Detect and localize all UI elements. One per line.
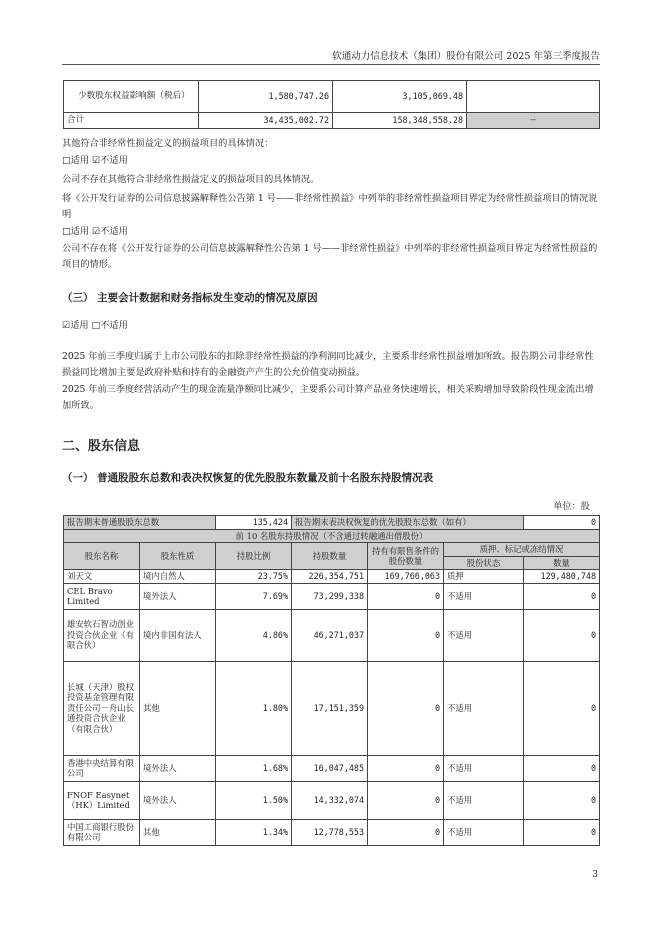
shareholders-table	[63, 515, 600, 846]
restricted-qty: 0	[368, 661, 444, 755]
column-header: 持股比例	[216, 543, 292, 570]
holding-qty: 16,047,485	[292, 755, 368, 781]
shareholder-name: 长城（天津）股权投资基金管理有限责任公司－舟山长通投资合伙企业（有限合伙）	[64, 661, 140, 755]
share-status: 不适用	[444, 755, 524, 781]
table-row	[64, 113, 600, 129]
cell-value	[467, 81, 600, 113]
holding-ratio: 1.80%	[216, 661, 292, 755]
shareholder-nature: 境内自然人	[140, 570, 216, 584]
holding-ratio: 1.34%	[216, 819, 292, 845]
holding-ratio: 1.50%	[216, 781, 292, 819]
share-status: 不适用	[444, 819, 524, 845]
unit-label: 单位：股	[553, 501, 590, 512]
paragraph: 其他符合非经常性损益定义的损益项目的具体情况：	[62, 138, 274, 149]
shareholder-nature: 境外法人	[140, 583, 216, 609]
pledge-count: 0	[524, 609, 600, 661]
applicability-check: ☑适用 □不适用	[62, 320, 128, 331]
shareholder-name: 中国工商银行股份有限公司	[64, 819, 140, 845]
pledge-count: 129,480,748	[524, 570, 600, 584]
pledge-count: 0	[524, 755, 600, 781]
paragraph: 公司不存在其他符合非经常性损益定义的损益项目的具体情况。	[62, 174, 320, 185]
restricted-qty: 0	[368, 609, 444, 661]
applicability-check: □适用 ☑不适用	[62, 155, 128, 166]
shareholder-name: CEL Bravo Limited	[64, 583, 140, 609]
restricted-qty: 169,766,063	[368, 570, 444, 584]
subsection-heading: （一） 普通股股东总数和表决权恢复的优先股股东数量及前十名股东持股情况表	[62, 472, 434, 484]
paragraph: 2025 年前三季度归属于上市公司股东的扣除非经常性损益的净利润同比减少，主要系非经常性损益增加所致。报告期公司非经常性损益同比增加主要是政府补贴和持有的金融资产产生的公允价值变动损益。	[62, 351, 594, 378]
shareholder-nature: 境内非国有法人	[140, 609, 216, 661]
table-row	[64, 609, 600, 661]
column-header: 持有有限售条件的股份数量	[368, 543, 444, 570]
holding-ratio: 7.69%	[216, 583, 292, 609]
paragraph: 公司不存在将《公开发行证券的公司信息披露解释性公告第 1 号——非经常性损益》中列举的非经常性损益项目界定为经常性损益的项目的情形。	[62, 243, 598, 270]
table-header-row	[64, 543, 600, 557]
row-label: 少数股东权益影响额（税后）	[64, 81, 199, 113]
table-row	[64, 755, 600, 781]
section-heading: （三） 主要会计数据和财务指标发生变动的情况及原因	[62, 292, 318, 304]
holding-qty: 46,271,037	[292, 609, 368, 661]
holding-qty: 17,151,359	[292, 661, 368, 755]
column-header: 持股数量	[292, 543, 368, 570]
pledge-count: 0	[524, 781, 600, 819]
holding-qty: 73,299,338	[292, 583, 368, 609]
pledge-count: 0	[524, 583, 600, 609]
paragraph: 将《公开发行证券的公司信息披露解释性公告第 1 号——非经常性损益》中列举的非经常性损益项目界定为经常性损益项目的情况说明	[62, 193, 598, 220]
share-status: 质押	[444, 570, 524, 584]
cell-value: --	[467, 113, 600, 129]
header-divider	[62, 64, 600, 65]
shareholder-nature: 其他	[140, 819, 216, 845]
shareholder-name: FNOF Easynet（HK）Limited	[64, 781, 140, 819]
section-title: 二、股东信息	[62, 439, 141, 454]
share-status: 不适用	[444, 661, 524, 755]
restricted-qty: 0	[368, 583, 444, 609]
share-status: 不适用	[444, 609, 524, 661]
shareholder-nature: 境外法人	[140, 755, 216, 781]
shareholder-name: 刘天文	[64, 570, 140, 584]
column-header: 股东性质	[140, 543, 216, 570]
holding-qty: 14,332,074	[292, 781, 368, 819]
column-header: 股份状态	[444, 556, 524, 570]
cell-value: 3,105,069.48	[333, 81, 467, 113]
cell-value: 135,424	[216, 516, 292, 530]
page-number: 3	[592, 870, 598, 880]
holding-qty: 226,354,751	[292, 570, 368, 584]
cell-label: 报告期末表决权恢复的优先股股东总数（如有）	[292, 516, 524, 530]
column-header: 质押、标记或冻结情况	[444, 543, 600, 557]
table-caption: 前 10 名股东持股情况（不含通过转融通出借股份）	[64, 529, 600, 543]
table-caption-row	[64, 529, 600, 543]
table-row	[64, 583, 600, 609]
table-row	[64, 781, 600, 819]
cell-value: 34,435,002.72	[199, 113, 333, 129]
paragraph: 2025 年前三季度经营活动产生的现金流量净额同比减少，主要系公司计算产品业务快速增长，相关采购增加导致阶段性现金流出增加所致。	[62, 384, 594, 411]
row-label: 合计	[64, 113, 199, 129]
cell-label: 报告期末普通股股东总数	[64, 516, 216, 530]
holding-ratio: 1.68%	[216, 755, 292, 781]
cell-value: 158,348,558.28	[333, 113, 467, 129]
holding-qty: 12,778,553	[292, 819, 368, 845]
pledge-count: 0	[524, 819, 600, 845]
cell-value: 1,580,747.26	[199, 81, 333, 113]
applicability-check: □适用 ☑不适用	[62, 226, 128, 237]
shareholder-name: 雄安软石智动创业投资合伙企业（有限合伙）	[64, 609, 140, 661]
table-row	[64, 516, 600, 530]
holding-ratio: 23.75%	[216, 570, 292, 584]
shareholder-nature: 其他	[140, 661, 216, 755]
holding-ratio: 4.86%	[216, 609, 292, 661]
table-row	[64, 661, 600, 755]
cell-value: 0	[524, 516, 600, 530]
table-row	[64, 81, 600, 113]
share-status: 不适用	[444, 583, 524, 609]
column-header: 数量	[524, 556, 600, 570]
page-header: 软通动力信息技术（集团）股份有限公司 2025 年第三季度报告	[332, 51, 600, 62]
restricted-qty: 0	[368, 755, 444, 781]
column-header: 股东名称	[64, 543, 140, 570]
shareholder-nature: 境外法人	[140, 781, 216, 819]
non-recurring-table	[63, 80, 600, 129]
restricted-qty: 0	[368, 781, 444, 819]
pledge-count: 0	[524, 661, 600, 755]
share-status: 不适用	[444, 781, 524, 819]
shareholder-name: 香港中央结算有限公司	[64, 755, 140, 781]
table-row	[64, 570, 600, 584]
restricted-qty: 0	[368, 819, 444, 845]
table-row	[64, 819, 600, 845]
